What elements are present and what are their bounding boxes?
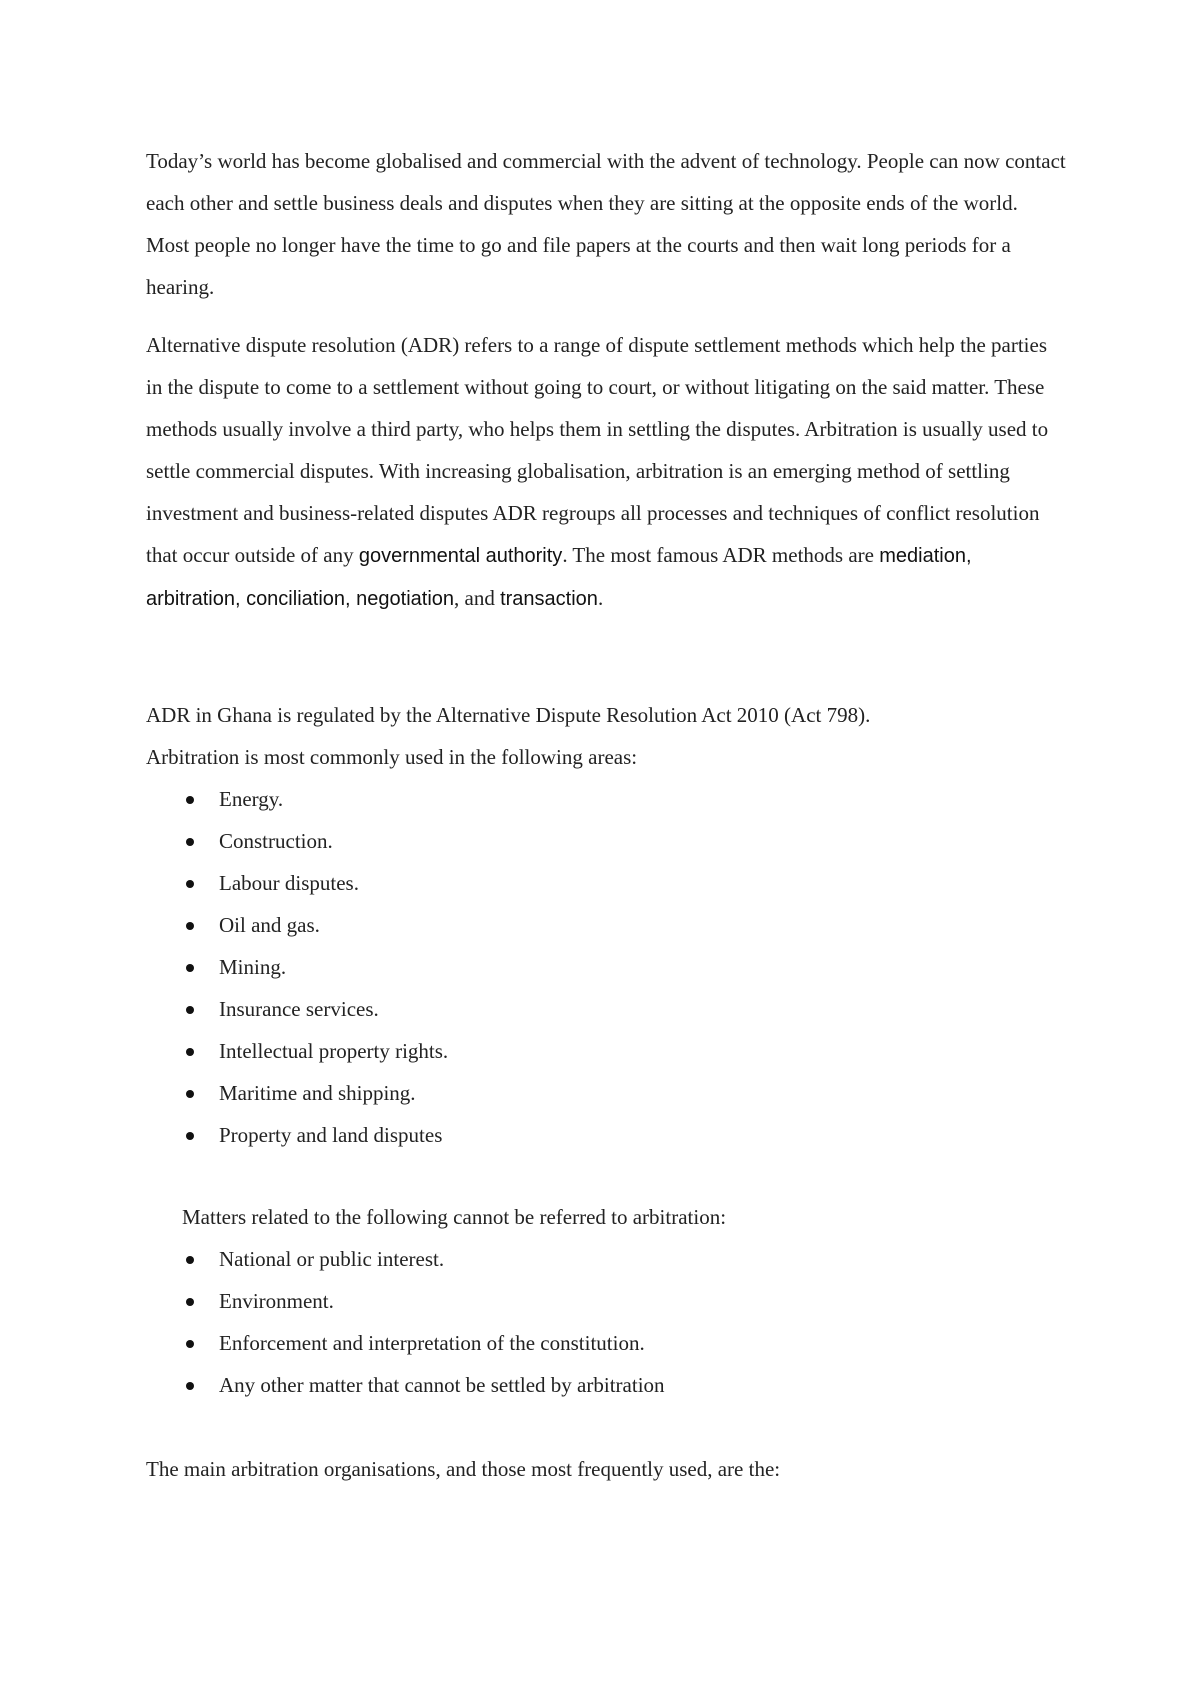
- adr-definition-text: Alternative dispute resolution (ADR) refers to a range of dispute settlement methods which help the parties in the dispute to come to a settlement without going to court, or without litigating on the said matter. These methods usually involve a third party, who helps them in settling the disputes. Arbitration is usually used to settle commercial disputes. With increasing globalisation, arbitration is an emerging method of settling investment and business-related disputes ADR regroups all processes and techniques of conflict resolution that occur outside of any: [146, 333, 1049, 567]
- term-mediation: mediation: [879, 545, 966, 567]
- spacer: [146, 1406, 1066, 1448]
- list-item: [146, 1280, 1066, 1322]
- bullet-icon: [186, 1340, 194, 1348]
- bullet-icon: [186, 838, 194, 846]
- bullet-icon: [186, 1048, 194, 1056]
- paragraph-end: .: [597, 586, 604, 610]
- spacer: [146, 1156, 1066, 1196]
- bullet-icon: [186, 796, 194, 804]
- list-item: [146, 778, 1066, 820]
- list-item-text: Environment.: [219, 1289, 334, 1313]
- arbitration-organisations-line: The main arbitration organisations, and those most frequently used, are the:: [146, 1457, 781, 1481]
- list-item: [146, 1322, 1066, 1364]
- term-separator-4: , and: [454, 586, 501, 610]
- list-item: [146, 862, 1066, 904]
- list-item-text: Intellectual property rights.: [219, 1039, 449, 1063]
- document-page: [146, 140, 1066, 1490]
- list-item-text: Any other matter that cannot be settled by arbitration: [219, 1373, 665, 1397]
- list-item-text: Maritime and shipping.: [219, 1081, 416, 1105]
- list-item-text: Mining.: [219, 955, 287, 979]
- bullet-icon: [186, 922, 194, 930]
- term-separator-1: ,: [965, 545, 972, 567]
- list-item: [146, 1072, 1066, 1114]
- bullet-icon: [186, 1382, 194, 1390]
- term-separator-2: ,: [234, 588, 247, 610]
- term-negotiation: negotiation: [356, 588, 455, 610]
- term-separator-3: ,: [345, 588, 357, 610]
- list-item: [146, 1364, 1066, 1406]
- list-item: [146, 1238, 1066, 1280]
- spacer: [146, 620, 1066, 694]
- term-transaction: transaction: [500, 588, 598, 610]
- list-item-text: Labour disputes.: [219, 871, 359, 895]
- list-item-text: Oil and gas.: [219, 913, 320, 937]
- bullet-icon: [186, 1006, 194, 1014]
- list-item: [146, 904, 1066, 946]
- list-item: [146, 988, 1066, 1030]
- bullet-icon: [186, 1256, 194, 1264]
- list-item: [146, 820, 1066, 862]
- term-governmental-authority: governmental authority: [358, 545, 563, 567]
- list-item: [146, 946, 1066, 988]
- excluded-matters-intro: Matters related to the following cannot be referred to arbitration:: [182, 1205, 727, 1229]
- list-item-text: Construction.: [219, 829, 333, 853]
- list-item: [146, 1030, 1066, 1072]
- bullet-icon: [186, 1298, 194, 1306]
- list-item-text: Enforcement and interpretation of the constitution.: [219, 1331, 645, 1355]
- bullet-icon: [186, 1090, 194, 1098]
- bullet-icon: [186, 1132, 194, 1140]
- list-item-text: Insurance services.: [219, 997, 379, 1021]
- list-item: [146, 1114, 1066, 1156]
- list-item-text: Property and land disputes: [219, 1123, 443, 1147]
- areas-intro-line: Arbitration is most commonly used in the following areas:: [146, 745, 638, 769]
- term-arbitration: arbitration: [146, 588, 235, 610]
- term-conciliation: conciliation: [246, 588, 346, 610]
- arbitration-areas-list: [146, 778, 1066, 1156]
- bullet-icon: [186, 964, 194, 972]
- adr-definition-paragraph: [146, 324, 1066, 620]
- list-item-text: Energy.: [219, 787, 284, 811]
- ghana-regulation-line: ADR in Ghana is regulated by the Alternative Dispute Resolution Act 2010 (Act 798).: [146, 703, 871, 727]
- intro-paragraph: Today’s world has become globalised and commercial with the advent of technology. People can now contact each other and settle business deals and disputes when they are sitting at the opposite ends of the world. Most people no longer have the time to go and file papers at the courts and then wait long periods for a hearing.: [146, 149, 1066, 299]
- bullet-icon: [186, 880, 194, 888]
- excluded-matters-list: [146, 1238, 1066, 1406]
- adr-methods-lead: . The most famous ADR methods are: [562, 543, 880, 567]
- list-item-text: National or public interest.: [219, 1247, 445, 1271]
